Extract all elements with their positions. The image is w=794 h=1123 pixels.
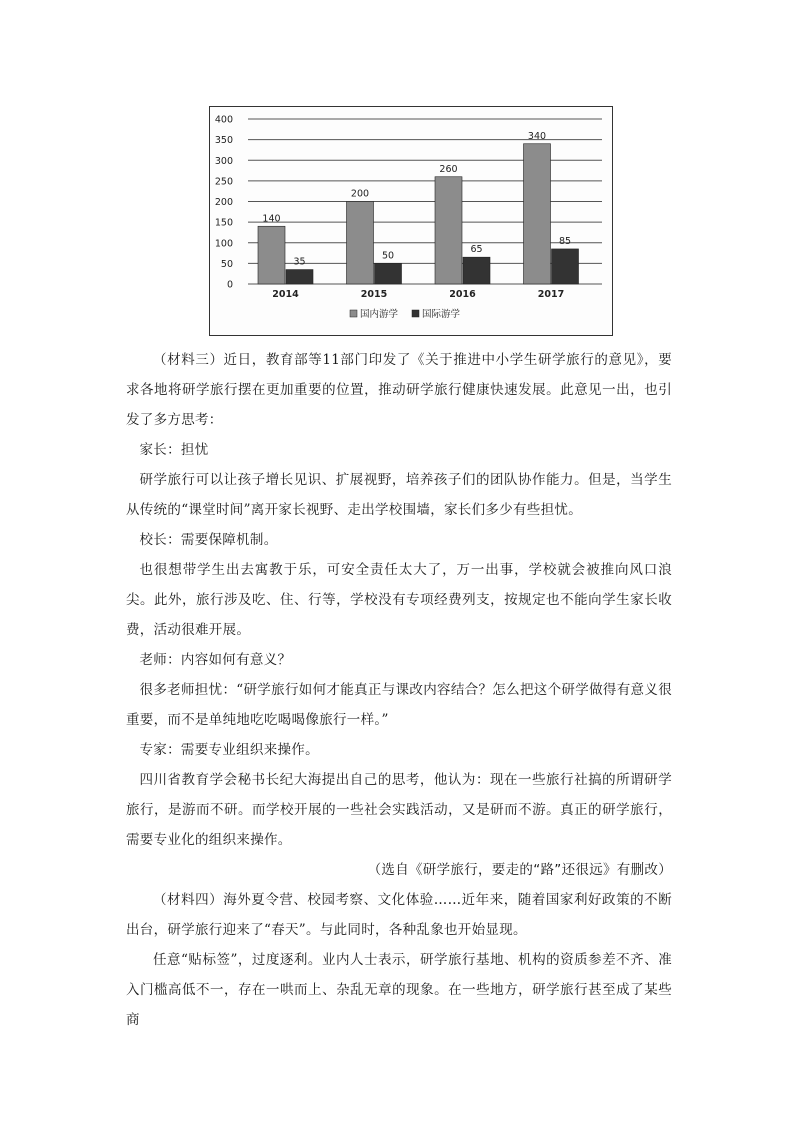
legend-swatch [350, 310, 357, 317]
y-tick-label: 300 [214, 155, 233, 167]
legend-label: 国内游学 [360, 309, 399, 320]
bar-value-label: 260 [439, 163, 458, 175]
paragraph: （材料四）海外夏令营、校园考察、文化体验……近年来，随着国家利好政策的不断出台，研学旅行迎来了“春天”。与此同时，各种乱象也开始显现。 [126, 892, 672, 938]
paragraph: 任意“贴标签”，过度逐利。业内人士表示，研学旅行基地、机构的资质参差不齐、准入门槛高低不一，存在一哄而上、杂乱无章的现象。在一些地方，研学旅行甚至成了某些商 [126, 952, 672, 1028]
paragraph: 很多老师担忧：“研学旅行如何才能真正与课改内容结合？怎么把这个研学做得有意义很重要，而不是单纯地吃吃喝喝像旅行一样。” [126, 682, 672, 728]
x-tick-label: 2016 [449, 289, 476, 300]
paragraph: （材料三）近日，教育部等11部门印发了《关于推进中小学生研学旅行的意见》，要求各地将研学旅行摆在更加重要的位置，推动研学旅行健康快速发展。此意见一出，也引发了多方思考： [126, 352, 672, 428]
chart-svg [210, 107, 612, 335]
bar [286, 270, 313, 284]
bar [258, 226, 285, 284]
bar-value-label: 65 [470, 244, 483, 256]
y-tick-label: 200 [214, 197, 233, 208]
paragraph: 也很想带学生出去寓教于乐，可安全责任太大了，万一出事，学校就会被推向风口浪尖。此外，旅行涉及吃、住、行等，学校没有专项经费列支，按规定也不能向学生家长收费，活动很难开展。 [126, 562, 672, 638]
paragraph: 研学旅行可以让孩子增长见识、扩展视野，培养孩子们的团队协作能力。但是，当学生从传统的“课堂时间”离开家长视野、走出学校围墙，家长们多少有些担忧。 [126, 472, 672, 518]
bar [552, 249, 579, 284]
y-tick-label: 0 [226, 279, 233, 291]
paragraph: 家长：担忧 [139, 442, 209, 458]
y-tick-label: 250 [214, 176, 233, 188]
x-tick-label: 2017 [537, 289, 565, 300]
bar-value-label: 85 [558, 235, 572, 247]
bar [435, 177, 462, 284]
bar [375, 263, 402, 284]
bar-chart [209, 106, 613, 336]
paragraph: 校长：需要保障机制。 [139, 532, 278, 548]
y-tick-label: 50 [220, 258, 233, 270]
legend-swatch [412, 310, 419, 317]
source-citation: （选自《研学旅行，要走的“路”还很远》有删改） [367, 862, 672, 878]
bar-value-label: 35 [293, 256, 306, 268]
x-tick-label: 2015 [360, 289, 388, 300]
paragraph: 老师：内容如何有意义？ [139, 652, 292, 668]
paragraph: 专家：需要专业组织来操作。 [139, 742, 319, 758]
y-tick-label: 350 [214, 135, 233, 147]
bar [524, 144, 551, 284]
bar [347, 202, 374, 285]
bar-value-label: 140 [262, 213, 281, 225]
paragraph: 四川省教育学会秘书长纪大海提出自己的思考，他认为：现在一些旅行社搞的所谓研学旅行，是游而不研。而学校开展的一些社会实践活动，又是研而不游。真正的研学旅行，需要专业化的组织来操作。 [126, 772, 672, 848]
article-text [126, 345, 672, 1035]
bar [463, 257, 490, 284]
bar-value-label: 50 [381, 250, 395, 262]
legend-label: 国际游学 [422, 309, 461, 320]
bar-value-label: 340 [527, 130, 547, 142]
y-tick-label: 150 [214, 217, 233, 229]
x-tick-label: 2014 [272, 289, 299, 300]
y-tick-label: 400 [214, 114, 233, 126]
bar-value-label: 200 [350, 188, 370, 200]
y-tick-label: 100 [214, 238, 233, 250]
